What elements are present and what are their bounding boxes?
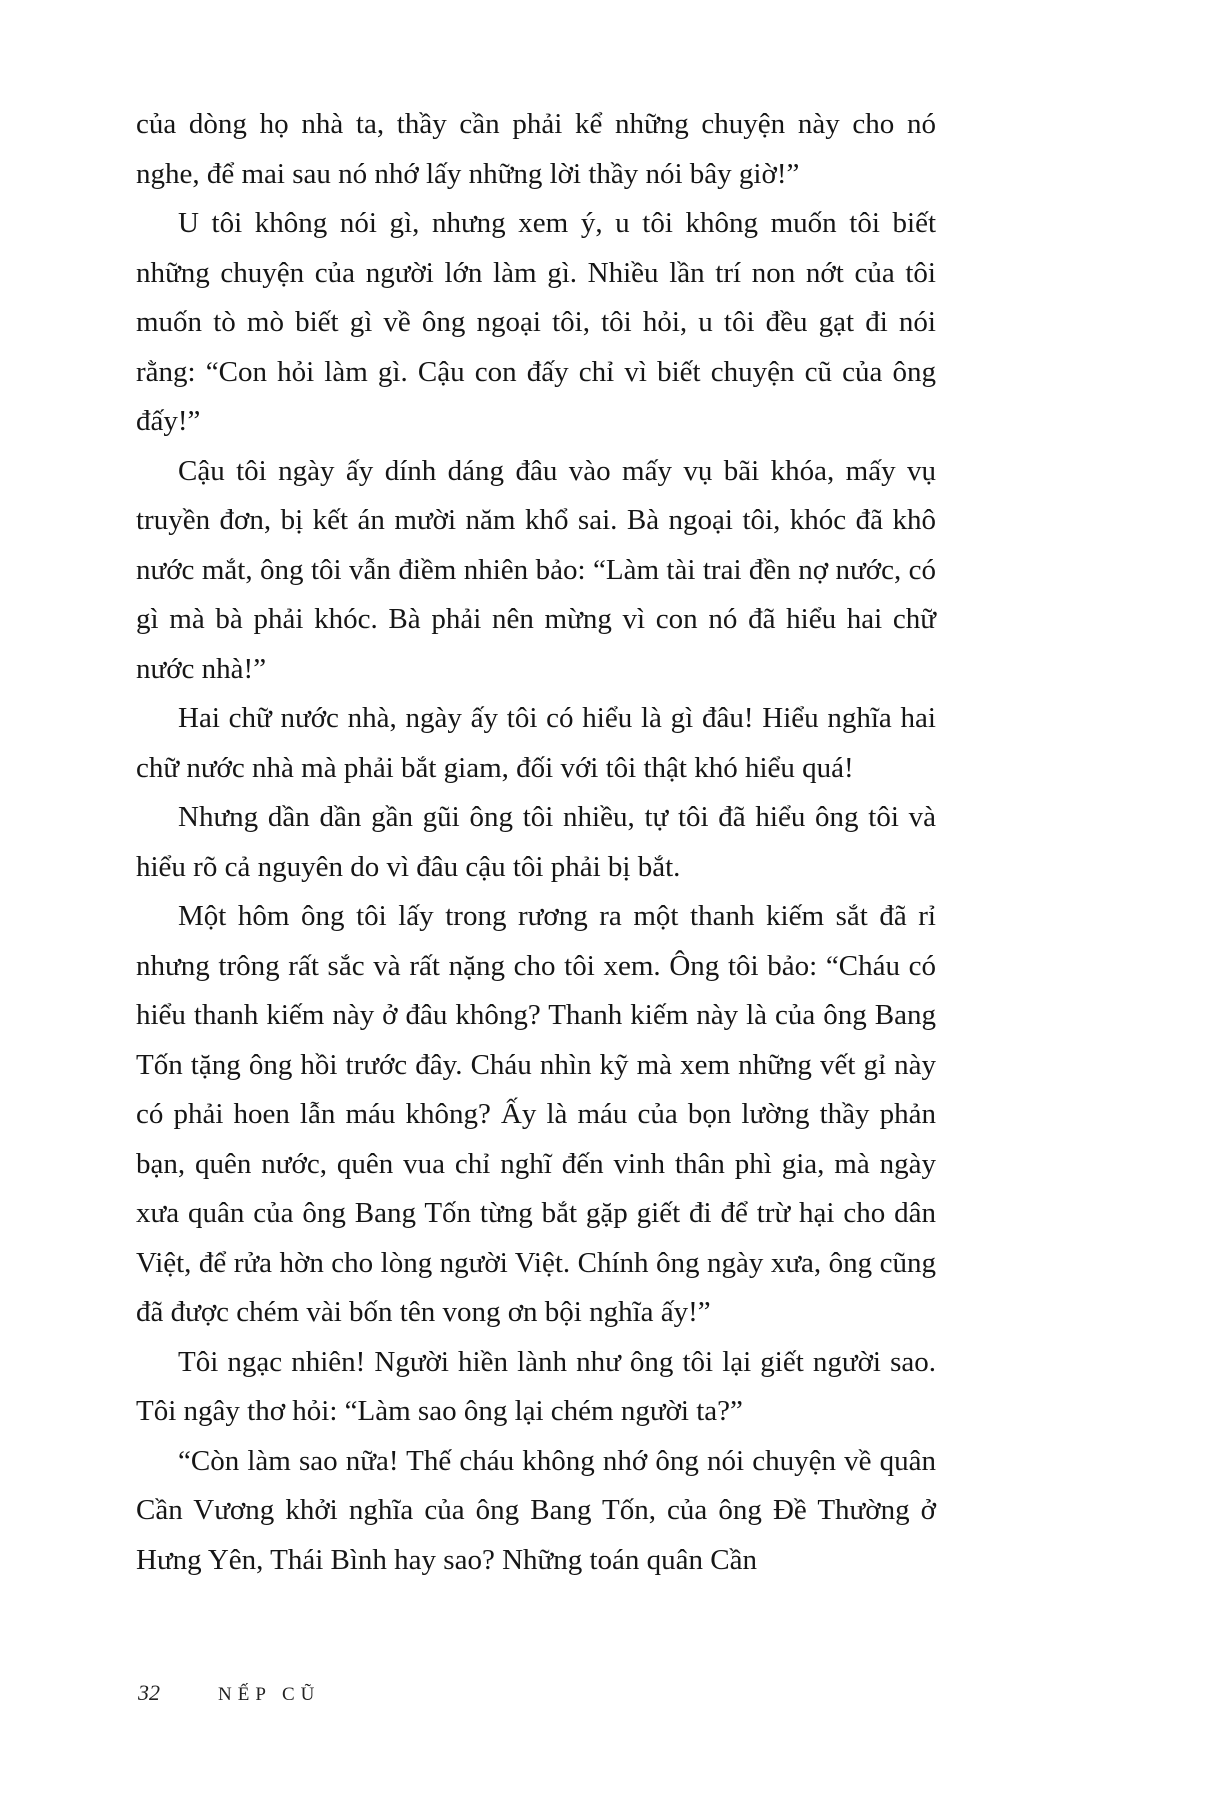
paragraph: Nhưng dần dần gần gũi ông tôi nhiều, tự tôi đã hiểu ông tôi và hiểu rõ cả nguyên do vì đâu cậu tôi phải bị bắt.: [136, 801, 936, 883]
paragraph: Tôi ngạc nhiên! Người hiền lành như ông tôi lại giết người sao. Tôi ngây thơ hỏi: “Làm sao ông lại chém người ta?”: [136, 1345, 936, 1427]
paragraph: Hai chữ nước nhà, ngày ấy tôi có hiểu là gì đâu! Hiểu nghĩa hai chữ nước nhà mà phải bắt giam, đối với tôi thật khó hiểu quá!: [136, 702, 936, 784]
page-number: 32: [138, 1680, 160, 1705]
paragraph: Cậu tôi ngày ấy dính dáng đâu vào mấy vụ bãi khóa, mấy vụ truyền đơn, bị kết án mười năm khổ sai. Bà ngoại tôi, khóc đã khô nước mắt, ông tôi vẫn điềm nhiên bảo: “Làm tài trai đền nợ nước, có gì mà bà phải khóc. Bà phải nên mừng vì con nó đã hiểu hai chữ nước nhà!”: [136, 454, 936, 685]
body-text: [136, 100, 936, 1585]
running-title: NẾP CŨ: [218, 1684, 321, 1705]
paragraph: của dòng họ nhà ta, thầy cần phải kể những chuyện này cho nó nghe, để mai sau nó nhớ lấy những lời thầy nói bây giờ!”: [136, 108, 936, 190]
paragraph: “Còn làm sao nữa! Thế cháu không nhớ ông nói chuyện về quân Cần Vương khởi nghĩa của ông Bang Tốn, của ông Đề Thường ở Hưng Yên, Thái Bình hay sao? Những toán quân Cần: [136, 1444, 936, 1576]
page-footer: [138, 1680, 320, 1706]
paragraph: Một hôm ông tôi lấy trong rương ra một thanh kiếm sắt đã rỉ nhưng trông rất sắc và rất nặng cho tôi xem. Ông tôi bảo: “Cháu có hiểu thanh kiếm này ở đâu không? Thanh kiếm này là của ông Bang Tốn tặng ông hồi trước đây. Cháu nhìn kỹ mà xem những vết gỉ này có phải hoen lẫn máu không? Ấy là máu của bọn lường thầy phản bạn, quên nước, quên vua chỉ nghĩ đến vinh thân phì gia, mà ngày xưa quân của ông Bang Tốn từng bắt gặp giết đi để trừ hại cho dân Việt, để rửa hờn cho lòng người Việt. Chính ông ngày xưa, ông cũng đã được chém vài bốn tên vong ơn bội nghĩa ấy!”: [136, 900, 936, 1328]
paragraph: U tôi không nói gì, nhưng xem ý, u tôi không muốn tôi biết những chuyện của người lớn làm gì. Nhiều lần trí non nớt của tôi muốn tò mò biết gì về ông ngoại tôi, tôi hỏi, u tôi đều gạt đi nói rằng: “Con hỏi làm gì. Cậu con đấy chỉ vì biết chuyện cũ của ông đấy!”: [136, 207, 936, 437]
